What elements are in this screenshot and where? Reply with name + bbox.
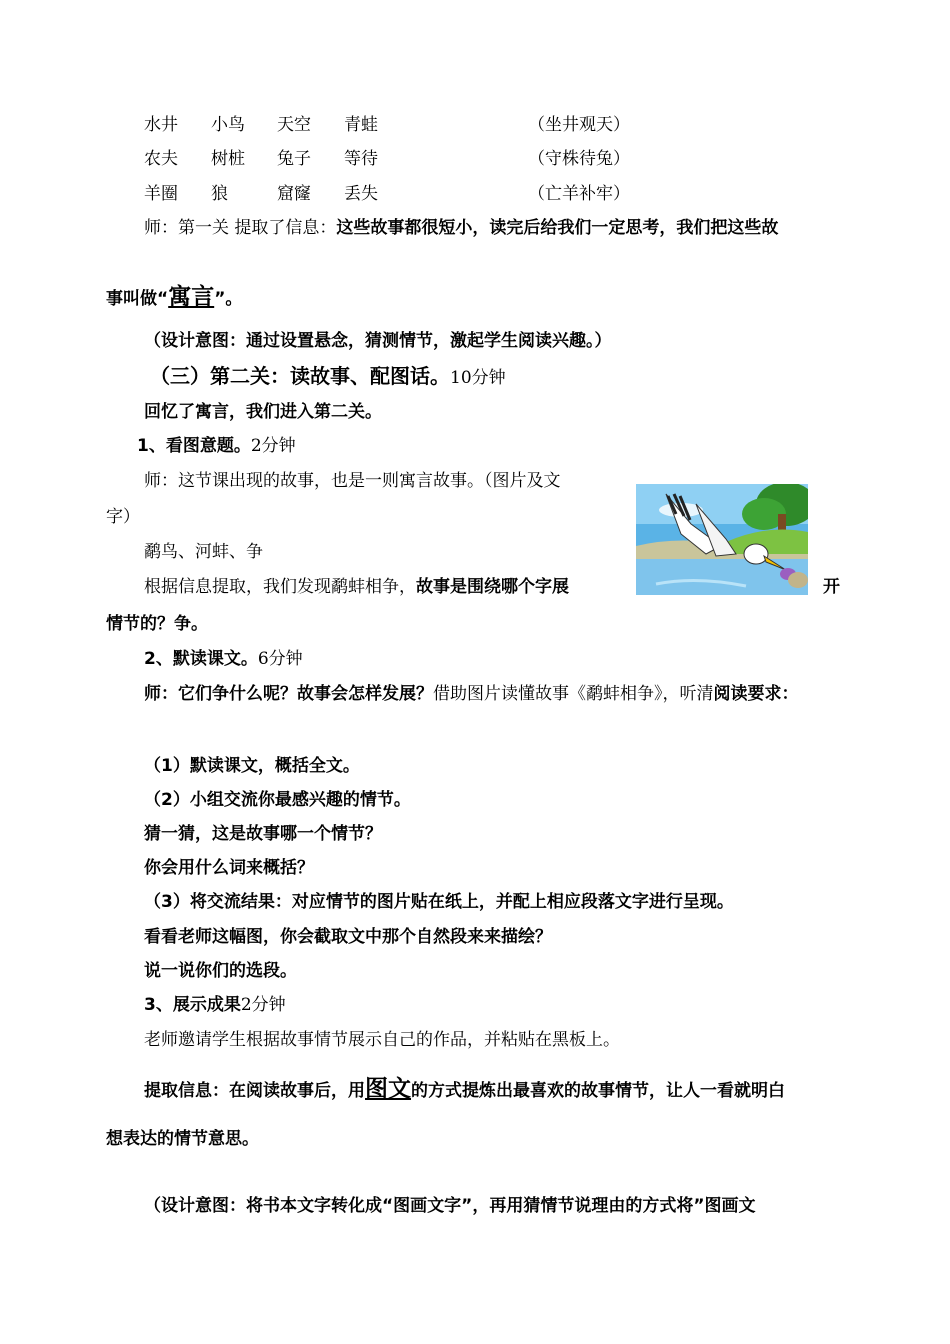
vocab-word: 羊圈	[144, 184, 178, 204]
text-span-bold: 阅读要求：	[713, 684, 799, 704]
text-span-bold: 师：它们争什么呢？故事会怎样发展？	[144, 684, 433, 704]
info-line	[144, 577, 569, 597]
guess-line-2: 你会用什么词来概括？	[144, 858, 314, 878]
extract-line	[144, 1076, 785, 1104]
rock	[788, 572, 808, 588]
vocab-word: 水井	[144, 115, 178, 135]
vocab-word: 青蛙	[344, 115, 378, 135]
vocab-idiom: （坐井观天）	[528, 115, 630, 135]
look-line: 看看老师这幅图，你会截取文中那个自然段来来描绘？	[144, 927, 552, 947]
vocab-word: 狼	[211, 184, 228, 204]
vocab-word: 兔子	[277, 149, 311, 169]
vocab-word: 农夫	[144, 149, 178, 169]
vocab-word: 天空	[277, 115, 311, 135]
vocab-word: 窟窿	[277, 184, 311, 204]
vocab-word: 等待	[344, 149, 378, 169]
vocab-idiom: （守株待兔）	[528, 149, 630, 169]
teacher-line-cont: 字）	[106, 507, 140, 527]
design-intent-2: （设计意图：将书本文字转化成“图画文字”，再用猜情节说理由的方式将”图画文	[144, 1196, 756, 1216]
paragraph-first-level-cont	[106, 284, 242, 312]
text-span: ”。	[214, 289, 243, 309]
step-time: 2分钟	[240, 995, 286, 1015]
keywords-line: 鹬鸟、河蚌、争	[144, 542, 263, 562]
text-span: 的方式提炼出最喜欢的故事情节，让人一看就明白	[411, 1081, 785, 1101]
requirement-3: （3）将交流结果：对应情节的图片贴在纸上，并配上相应段落文字进行呈现。	[144, 892, 734, 912]
step-time: 2分钟	[250, 436, 296, 456]
step-title: 2、默读课文。	[144, 649, 258, 669]
say-line: 说一说你们的选段。	[144, 961, 297, 981]
step-title: 1、看图意题。	[137, 436, 251, 456]
section-time: 10分钟	[450, 368, 506, 388]
text-span-bold: 故事是围绕哪个字展	[416, 577, 569, 597]
paragraph-first-level	[144, 218, 778, 238]
keyword-picture-text: 图文	[365, 1076, 411, 1102]
info-line-cont: 情节的？争。	[106, 614, 208, 634]
teacher-line: 师：这节课出现的故事，也是一则寓言故事。（图片及文	[144, 471, 561, 491]
requirement-2: （2）小组交流你最感兴趣的情节。	[144, 790, 411, 810]
invite-line: 老师邀请学生根据故事情节展示自己的作品，并粘贴在黑板上。	[144, 1030, 620, 1050]
guess-line-1: 猜一猜，这是故事哪一个情节？	[144, 824, 382, 844]
step-1-heading	[137, 436, 296, 456]
keyword-fable: 寓言	[168, 284, 215, 310]
heron-head-icon	[744, 544, 768, 564]
section-heading	[150, 364, 506, 390]
section-title: （三）第二关：读故事、配图话。	[150, 364, 450, 388]
paragraph-plain: 师：第一关 提取了信息：	[144, 218, 337, 238]
step-3-heading	[144, 995, 286, 1015]
requirement-1: （1）默读课文，概括全文。	[144, 756, 360, 776]
info-line-end: 开	[823, 577, 840, 597]
recall-line: 回忆了寓言，我们进入第二关。	[144, 402, 382, 422]
extract-line-cont: 想表达的情节意思。	[106, 1129, 259, 1149]
text-span: 事叫做“	[106, 289, 169, 309]
question-line	[144, 684, 799, 704]
vocab-word: 树桩	[211, 149, 245, 169]
vocab-word: 小鸟	[211, 115, 245, 135]
step-2-heading	[144, 649, 303, 669]
paragraph-bold: 这些故事都很短小，读完后给我们一定思考，我们把这些故	[336, 218, 779, 238]
step-title: 3、展示成果	[144, 995, 241, 1015]
vocab-idiom: （亡羊补牢）	[528, 184, 630, 204]
text-span: 根据信息提取，我们发现鹬蚌相争，	[144, 577, 416, 597]
text-span: 提取信息：在阅读故事后，用	[144, 1081, 365, 1101]
design-intent-1: （设计意图：通过设置悬念，猜测情节，激起学生阅读兴趣。）	[144, 331, 612, 351]
text-span: 借助图片读懂故事《鹬蚌相争》，听清	[433, 684, 714, 704]
heron-clam-illustration	[636, 484, 808, 595]
step-time: 6分钟	[257, 649, 303, 669]
vocab-word: 丢失	[344, 184, 378, 204]
